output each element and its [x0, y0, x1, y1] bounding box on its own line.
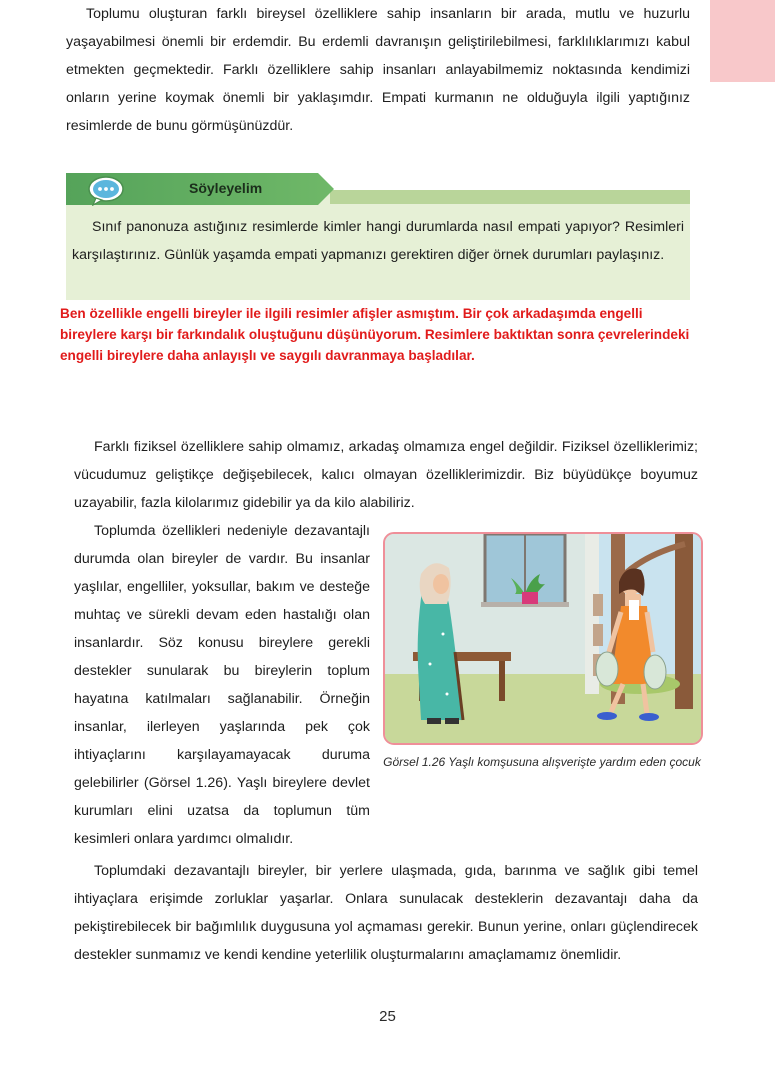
disadvantaged-paragraph: Toplumda özellikleri nedeniyle dezavantajlı durumda olan bireyler de vardır. Bu insanlar yaşlılar, engelliler, yoksullar, bakım ve desteğe muhtaç ve sürekli devam eden hastalığı olan insanlardır. Söz konusu bireylere gerekli destekler sunularak bu bireylerin toplum hayatına katılmaları sağlanabilir. Örneğin insanlar, ilerleyen yaşlarında pek çok ihtiyaçlarını karşılayamayacak duruma gelebilirler (Görsel 1.26). Yaşlı bireylere devlet kurumları elini uzatsa da toplumun tüm kesimleri onlara yardımcı olmalıdır. [74, 523, 370, 847]
figure-caption: Görsel 1.26 Yaşlı komşusuna alışverişte yardım eden çocuk [383, 755, 701, 769]
physical-traits-paragraph: Farklı fiziksel özelliklere sahip olmamız, arkadaş olmamıza engel değildir. Fiziksel özelliklerimiz; vücudumuz geliştikçe değişebilecek, kalıcı olmayan özelliklerimizdir. Biz büyüdükçe boyumuz uzayabilir, fazla kilolarımız gidebilir ya da kilo alabiliriz. [74, 439, 698, 511]
handwritten-answer: Ben özellikle engelli bireyler ile ilgili resimler afişler asmıştım. Bir çok arkadaşımda engelli bireylere karşı bir farkındalık oluştuğunu düşünüyorum. Resimlere baktıktan sonra çevrelerindeki engelli bireylere daha anlayışlı ve saygılı davranmaya başladılar. [60, 306, 690, 363]
activity-box-title: Söyleyelim [189, 180, 263, 196]
activity-box-text: Sınıf panonuza astığınız resimlerde kimler hangi durumlarda nasıl empati yapıyor? Resimleri karşılaştırınız. Günlük yaşamda empati yapmanızı gerektiren diğer örnek durumları paylaşınız. [72, 219, 684, 263]
intro-paragraph: Toplumu oluşturan farklı bireysel özelliklere sahip insanların bir arada, mutlu ve huzurlu yaşayabilmesi önemli bir erdemdir. Bu erdemli davranışın geliştirilebilmesi, farklılıklarımızı kabul etmekten geçmektedir. Farklı özelliklere sahip insanları anlayabilmemiz noktasında kendimizi onların yerine koymak önemli bir yaklaşımdır. Empati kurmanın ne olduğuyla ilgili yaptığınız resimlerde de bunu görmüşünüzdür. [66, 6, 690, 134]
page-number: 25 [379, 1008, 396, 1025]
corner-tab [710, 0, 775, 82]
speech-bubble-icon [84, 174, 128, 206]
figure-illustration [383, 532, 703, 745]
support-paragraph: Toplumdaki dezavantajlı bireyler, bir yerlere ulaşmada, gıda, barınma ve sağlık gibi temel ihtiyaçlara erişimde zorluklar yaşarlar. Onlara sunulacak desteklerin dezavantajı daha da pekiştirebilecek bir bağımlılık duygusuna yol açmaması gerekir. Bunun yerine, onları güçlendirecek destekler sunmamız ve kendi kendine yeterlilik oluşturmalarını amaçlamamız önemlidir. [74, 863, 698, 963]
illustration-elderly-woman-and-girl [385, 534, 701, 743]
activity-box-top-strip [330, 190, 690, 204]
